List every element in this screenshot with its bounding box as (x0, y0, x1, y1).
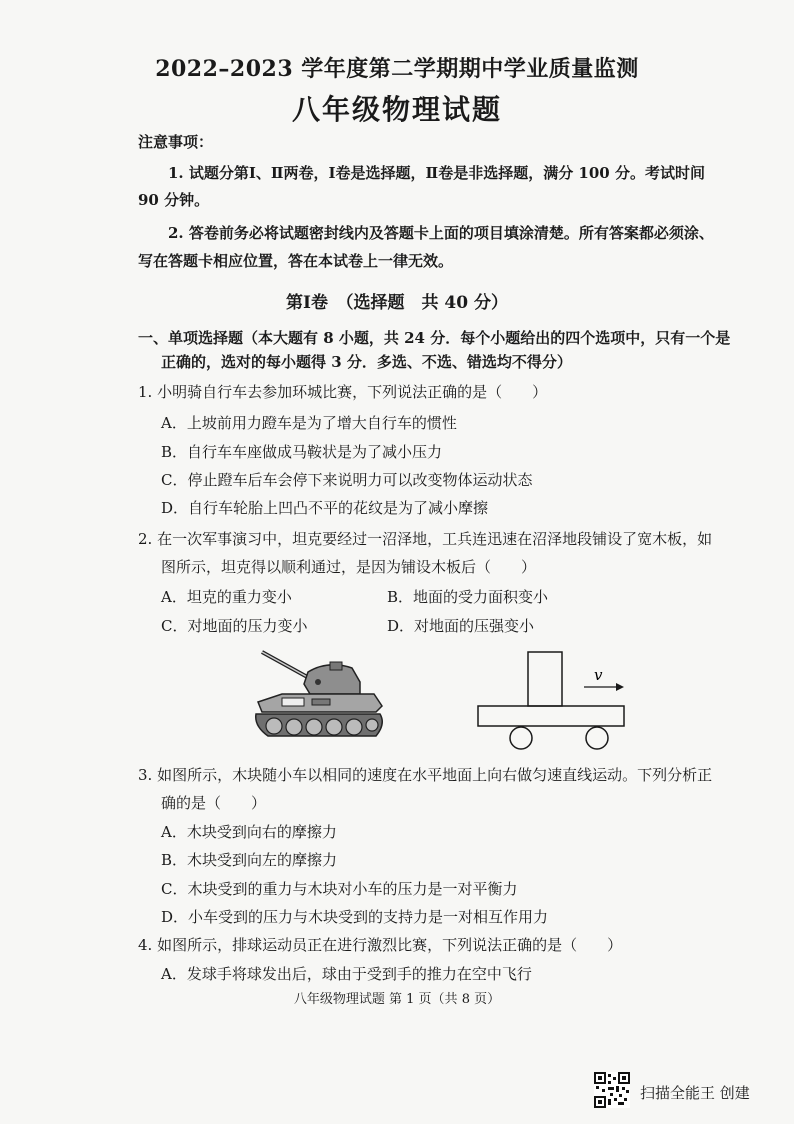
qr-code-icon (594, 1072, 630, 1108)
section-heading: 第Ⅰ卷 （选择题 共 40 分） (286, 293, 508, 313)
question-3-option-d: D．小车受到的压力与木块受到的支持力是一对相互作用力 (161, 908, 549, 926)
question-1-option-a: A．上坡前用力蹬车是为了增大自行车的惯性 (161, 414, 457, 432)
block-on-cart-diagram (470, 644, 640, 752)
question-4-stem: 4. 如图所示，排球运动员正在进行激烈比赛，下列说法正确的是（ ） (138, 936, 623, 954)
note-item-1-line1: 1. 试题分第Ⅰ、Ⅱ两卷，Ⅰ卷是选择题，Ⅱ卷是非选择题，满分 100 分。考试时间 (168, 164, 705, 182)
note-item-1-line2: 90 分钟。 (138, 191, 210, 209)
question-3-stem-line2: 确的是（ ） (161, 794, 267, 812)
cart-wheel-left (510, 727, 532, 749)
question-2-stem-line1: 2. 在一次军事演习中，坦克要经过一沼泽地，工兵连迅速在沼泽地段铺设了宽木板，如 (138, 530, 713, 548)
question-2-option-b: B．地面的受力面积变小 (387, 588, 549, 606)
velocity-arrow-head (616, 683, 624, 691)
page-footer: 八年级物理试题 第 1 页（共 8 页） (293, 992, 501, 1007)
question-3-option-b: B．木块受到向左的摩擦力 (161, 851, 338, 869)
question-2-stem-line2: 图所示，坦克得以顺利通过，是因为铺设木板后（ ） (161, 558, 537, 576)
note-item-2-line1: 2. 答卷前务必将试题密封线内及答题卡上面的项目填涂清楚。所有答案都必须涂、 (168, 224, 714, 242)
tank-illustration (248, 642, 388, 747)
question-2-option-a: A．坦克的重力变小 (161, 588, 292, 606)
question-2-option-d: D．对地面的压强变小 (387, 617, 535, 635)
part-instructions-line2: 正确的，选对的每小题得 3 分．多选、不选、错选均不得分） (161, 353, 572, 371)
cart-wheel-right (586, 727, 608, 749)
wooden-block (528, 652, 562, 706)
question-2-option-c: C．对地面的压力变小 (161, 617, 308, 635)
velocity-label: v (594, 666, 603, 684)
cart-body (478, 706, 624, 726)
note-item-2-line2: 写在答题卡相应位置，答在本试卷上一律无效。 (138, 252, 454, 270)
question-3-stem-line1: 3. 如图所示，木块随小车以相同的速度在水平地面上向右做匀速直线运动。下列分析正 (138, 766, 713, 784)
part-instructions-line1: 一、单项选择题（本大题有 8 小题，共 24 分．每个小题给出的四个选项中，只有一个是 (138, 329, 731, 347)
question-3-option-a: A．木块受到向右的摩擦力 (161, 823, 337, 841)
notes-heading: 注意事项： (138, 133, 214, 151)
exam-title: 2022–2023 学年度第二学期期中学业质量监测 (155, 56, 639, 82)
exam-subject-title: 八年级物理试题 (291, 93, 502, 126)
question-1-stem: 1. 小明骑自行车去参加环城比赛，下列说法正确的是（ ） (138, 383, 548, 401)
question-1-option-b: B．自行车车座做成马鞍状是为了减小压力 (161, 443, 443, 461)
scanner-watermark-text: 扫描全能王 创建 (640, 1084, 750, 1102)
question-1-option-d: D．自行车轮胎上凹凸不平的花纹是为了减小摩擦 (161, 499, 489, 517)
question-3-option-c: C．木块受到的重力与木块对小车的压力是一对平衡力 (161, 880, 518, 898)
question-4-option-a: A．发球手将球发出后，球由于受到手的推力在空中飞行 (161, 965, 532, 983)
question-1-option-c: C．停止蹬车后车会停下来说明力可以改变物体运动状态 (161, 471, 533, 489)
